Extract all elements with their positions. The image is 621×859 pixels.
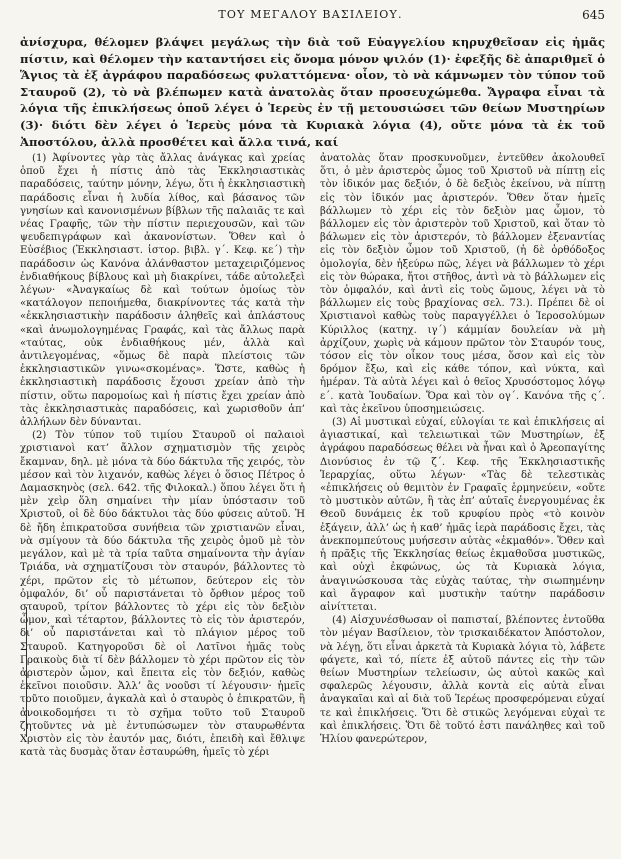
footnote-number: (3) [332, 417, 347, 429]
footnote-text: Αἱ μυστικαὶ εὐχαί, εὐλογίαι τε καὶ ἐπικλήσεις αἱ ἁγιαστικαί, καὶ τελειωτικαὶ τῶν Μυστηρίων, ἐξ ἀγράφου παραδόσεως θέλει νὰ ἦναι καὶ ὁ Ἀρεοπαγίτης Διονύσιος ἐν τῷ ζ΄. Κεφ. τῆς Ἐκκλησιαστικῆς Ἱεραρχίας, οὕτω λέγων· «Τὰς δὲ τελεστικὰς «ἐπικλήσεις οὐ θεμιτὸν ἐν Γραφαῖς ἑρμηνεύειν, «οὔτε τὸ μυστικὸν αὐτῶν, ἢ τὰς ἐπ’ αὐταῖς ἐνεργουμένας ἐκ Θεοῦ δυνάμεις ἐκ τοῦ κρυφίου πρὸς «τὸ κοινὸν ἐξάγειν, ἀλλ’ ὡς ἡ καθ’ ἡμᾶς ἱερὰ παράδοσις ἔχει, τὰς ἀνεκπομπεύτους μυήσεσιν αὐτὰς «ἐκμαθόν». Ὅθεν καὶ ἡ πρᾶξις τῆς Ἐκκλησίας θείως ἐκμαθοῦσα μυστικῶς, καὶ οὐχὶ ἐκφώνως, ὡς τὰ Κυριακὰ λόγια, ἀναγινώσκουσα τὰς εὐχὰς ταύτας, τὴν σιωπημένην καὶ ἄγραφον καὶ μυστικὴν ταύτην παράδοσιν αἰνίττεται. [320, 417, 605, 613]
page-header [0, 8, 621, 28]
main-paragraph: ἀνίσχυρα, θέλομεν βλάψει μεγάλως τὴν διὰ τοῦ Εὐαγγελίου κηρυχθεῖσαν εἰς ἡμᾶς πίστιν, καὶ θέλομεν τὴν καταντήσει εἰς ὄνομα μόνον ψιλόν (1)· ἐφεξῆς δὲ ἀπαριθμεῖ ὁ Ἅγιος τὰ ἐξ ἀγράφου παραδόσεως φυλαττόμενα· οἷον, τὸ νὰ κάμνωμεν τὸν τύπον τοῦ Σταυροῦ (2), τὸ νὰ βλέπωμεν κατὰ ἀνατολὰς ὅταν προσευχώμεθα. Ἄγραφα εἶναι τὰ λόγια τῆς ἐπικλήσεως ὁποῦ λέγει ὁ Ἱερεὺς ἐν τῇ μετουσιώσει τῶν θείων Μυστηρίων (3)· διότι δὲν λέγει ὁ Ἱερεὺς μόνα τὰ Κυριακὰ λόγια (4), οὔτε μόνα τὰ ἐκ τοῦ Ἀποστόλου, ἀλλὰ προσθέτει καὶ ἄλλα τινά, καί [20, 35, 605, 149]
footnote-text: Ἀφίνοντες γὰρ τὰς ἄλλας ἀνάγκας καὶ χρείας ὁποῦ ἔχει ἡ πίστις ἀπὸ τὰς Ἐκκλησιαστικὰς παραδόσεις, ταύτην μόνην, λέγω, ὅτι ἡ ἐκκλησιαστικὴ παράδοσις εἶναι ἡ λυδία λίθος, καὶ βάσανος τῶν γνησίων καὶ κανονισμένων βίβλων τῆς παλαιᾶς τε καὶ νέας Γραφῆς, τῶν τὴν πίστιν περιεχουσῶν, καὶ τῶν ψευδεπιγράφων καὶ ἀκανονίστων. Ὅθεν καὶ ὁ Εὐσέβιος (Ἐκκλησιαστ. ἱστορ. βιβλ. γ΄. Κεφ. κε΄) τὴν παράδοσιν ὡς Κανόνα ἀλάνθαστον μεταχειριζόμενος ἐνδιαθήκους βίβλους καὶ μὴ διακρίνει, τάδε αὐτολεξεὶ λέγων· «Ἀναγκαίως δὲ καὶ τούτων ὁμοίως τὸν «κατάλογον πεποιήμεθα, διακρίνοντες τάς κατὰ τὴν «ἐκκλησιαστικὴν παράδοσιν ἀληθεῖς καὶ ἀπλάστους «καὶ ἀνωμολογημένας Γραφάς, καὶ τὰς ἄλλως παρὰ «ταύτας, οὐκ ἐνδιαθήκους μέν, ἀλλὰ καὶ ἀντιλεγομένας, «ὅμως δὲ παρὰ πλείστοις τῶν ἐκκλησιαστικῶν γινω«σκομένας». Ὥστε, καθὼς ἡ ἐκκλησιαστικὴ παράδοσις ἔχουσι χρείαν ἀπὸ τὴν πίστιν, οὕτω παρομοίως καὶ ἡ πίστις ἔχει χρείαν ἀπὸ τὰς ἐκκλησιαστικὰς παραδόσεις, καὶ χωρισθοῦν ἀπ’ ἀλλήλων δὲν δύνανται. [20, 153, 305, 429]
footnote-text: ἀνατολὰς ὅταν προσκυνοῦμεν, ἐντεῦθεν ἀκολουθεῖ ὅτι, ὁ μὲν ἀριστερὸς ὦμος τοῦ Χριστοῦ νὰ πίπτῃ εἰς τὸν ἰδικόν μας δεξιόν, ὁ δὲ δεξιὸς ἐκείνου, νὰ πίπτῃ εἰς τὸν ἰδικόν μας ἀριστερόν. Ὅθεν ὅταν ἡμεῖς βάλλωμεν τὸ χέρι εἰς τὸν δεξιὸν μας ὦμον, τὸ βάλλομεν εἰς τὸν ἀριστερὸν τοῦ Χριστοῦ, καὶ ὅταν τὸ βάλωμεν εἰς τὸν ἀριστερόν, τὸ βάλλομεν ἐξεναντίας εἰς τὸν δεξιὸν ὦμον τοῦ Χριστοῦ, (ἡ δὲ ὀρθόδοξος ὁμολογία, δὲν ἠξεύρω πῶς, λέγει νὰ βάλλωμεν τὸ χέρι εἰς τὸν θώρακα, ἤτοι στῆθος, ἀντὶ νὰ τὸ βάλλωμεν εἰς τὸν ὀμφαλόν, καὶ ἀντὶ εἰς τοὺς ὤμους, λέγει νὰ τὸ βάλλωμεν εἰς τοὺς βραχίονας σελ. 73.). Πρέπει δὲ οἱ Χριστιανοὶ καθὼς τοὺς παραγγέλλει ὁ Ἱεροσολύμων Κύριλλος (κατηχ. ιγ΄) κάμμίαν δουλείαν νὰ μὴ ἀρχίζουν, χωρὶς νὰ κάμουν πρῶτον τὸν Σταυρόν τους, τόσον εἰς τὸν οἶκον τους μέσα, ὅσον καὶ εἰς τὸν δρόμον ἔξω, καὶ εἰς κάθε τόπον, καὶ νύκτα, καὶ ἡμέραν. Τὰ αὐτὰ λέγει καὶ ὁ θεῖος Χρυσόστομος λόγῳ ε΄. κατὰ Ἰουδαίων. Ὅρα καὶ τὸν ογ΄. Κανόνα τῆς ς΄. καὶ τὰς ἐκεῖνου ὑποσημειώσεις. [320, 153, 605, 415]
footnote-text: Τὸν τύπον τοῦ τιμίου Σταυροῦ οἱ παλαιοὶ χριστιανοὶ κατ’ ἄλλον σχηματισμὸν τῆς χειρὸς ἔκαμναν, δηλ. μὲ μόνα τὰ δύο δάκτυλα τῆς χειρός, τὸν μέσον καὶ τὸν λιχανόν, καθὼς λέγει ὁ ὅσιος Πέτρος ὁ Δαμασκηνὸς (σελ. 642. τῆς Φιλοκαλ.) ὅπου λέγει ὅτι ἡ μὲν χεὶρ ὅλη σημαίνει τὴν μίαν ὑπόστασιν τοῦ Χριστοῦ, οἱ δὲ δύο δάκτυλοι τὰς δύο φύσεις αὐτοῦ. Ἡ δὲ ἤδη ἐπικρατοῦσα συνήθεια τῶν χριστιανῶν εἶναι, νὰ σμίγουν τὰ δύο δάκτυλα τῆς χειρὸς ὁμοῦ μὲ τὸν μεγάλον, καὶ μὲ τὰ τρία ταῦτα σημαίνοντα τὴν ἁγίαν Τριάδα, νὰ σχηματίζουσι τὸν σταυρόν, βάλλοντες τὸ χέρι, πρῶτον εἰς τὸ μέτωπον, δεύτερον εἰς τὸν ὀμφαλόν, δι’ οὗ παριστάνεται τὸ ὄρθιον μέρος τοῦ σταυροῦ, τρίτον βάλλοντες τὸ χέρι εἰς τὸν δεξιὸν ὦμον, καὶ τέταρτον, βάλλοντες τὸ εἰς τὸν ἀριστερόν, δι’ οὗ παριστάνεται καὶ τὸ πλάγιον μέρος τοῦ Σταυροῦ. Κατηγοροῦσι δὲ οἱ Λατῖνοι ἡμᾶς τοὺς Γραικοὺς διὰ τί δὲν βάλλομεν τὸ χέρι πρῶτον εἰς τὸν ἀριστερὸν ὦμον, καὶ ἔπειτα εἰς τὸν δεξιόν, καθὼς ἐκεῖνοι ποιοῦσιν. Ἀλλ’ ἂς νοοῦσι τί λέγουσιν· ἡμεῖς τοῦτο ποιοῦμεν, ἀγκαλὰ καὶ ὁ σταυρὸς ὁ ἐπικρατῶν, ἢ ἀνοικοδομήσει τι τὸ σχῆμα τοῦτο τοῦ Σταυροῦ ζητοῦντες νὰ μὲ ἐντυπώσωμεν τὸν σταυρωθέντα Χριστὸν εἰς τὸν ἑαυτόν μας, διότι, ἐπειδὴ καὶ ἔθλιψε κατὰ τὰς δυσμὰς ὅταν ἐσταυρώθη, ἡμεῖς τὸ χέρι [20, 430, 305, 759]
footnote-3 [320, 416, 605, 614]
page-number: 645 [582, 8, 605, 22]
main-text [20, 34, 605, 150]
footnote-text: Αἰσχυνέσθωσαν οἱ παπισταί, βλέποντες ἐντοῦθα τὸν μέγαν Βασίλειον, τὸν τρισκαιδέκατον Ἀπόστολον, νὰ λέγῃ, ὅτι εἶναι ἀρκετὰ τὰ Κυριακὰ λόγια τὸ, λάβετε φάγετε, καὶ τό, πίετε ἐξ αὐτοῦ πάντες εἰς τὴν τῶν θείων Μυστηρίων τελείωσιν, ὡς αὐτοὶ κακῶς καὶ σφαλερῶς λέγουσιν, ἀλλὰ κοντὰ εἰς αὐτὰ εἶναι ἀναγκαῖαι καὶ αἱ διὰ τοῦ Ἱερέως προσφερόμεναι εὐχαί τε καὶ ἐπικλήσεις. Ὅτι δὲ στικῶς λεγόμεναι εὐχαὶ τε καὶ ἐπικλήσεις. Ὅτι δὲ τοῦτό ἐστι πανάληθες καὶ τοῦ Ἡλίου φανερώτερον, [320, 615, 605, 745]
footnote-number: (1) [32, 153, 47, 164]
footnote-number: (4) [332, 615, 347, 627]
footnotes-left-column [20, 152, 305, 759]
footnote-4 [320, 614, 605, 746]
footnote-2 [20, 429, 305, 759]
footnote-1 [20, 152, 305, 429]
footnote-number: (2) [32, 430, 47, 442]
footnotes-area [20, 152, 605, 852]
footnote-2-continued [320, 152, 605, 416]
running-head: ΤΟΥ ΜΕΓΑΛΟΥ ΒΑΣΙΛΕΙΟΥ. [218, 8, 403, 21]
footnotes-right-column [320, 152, 605, 746]
